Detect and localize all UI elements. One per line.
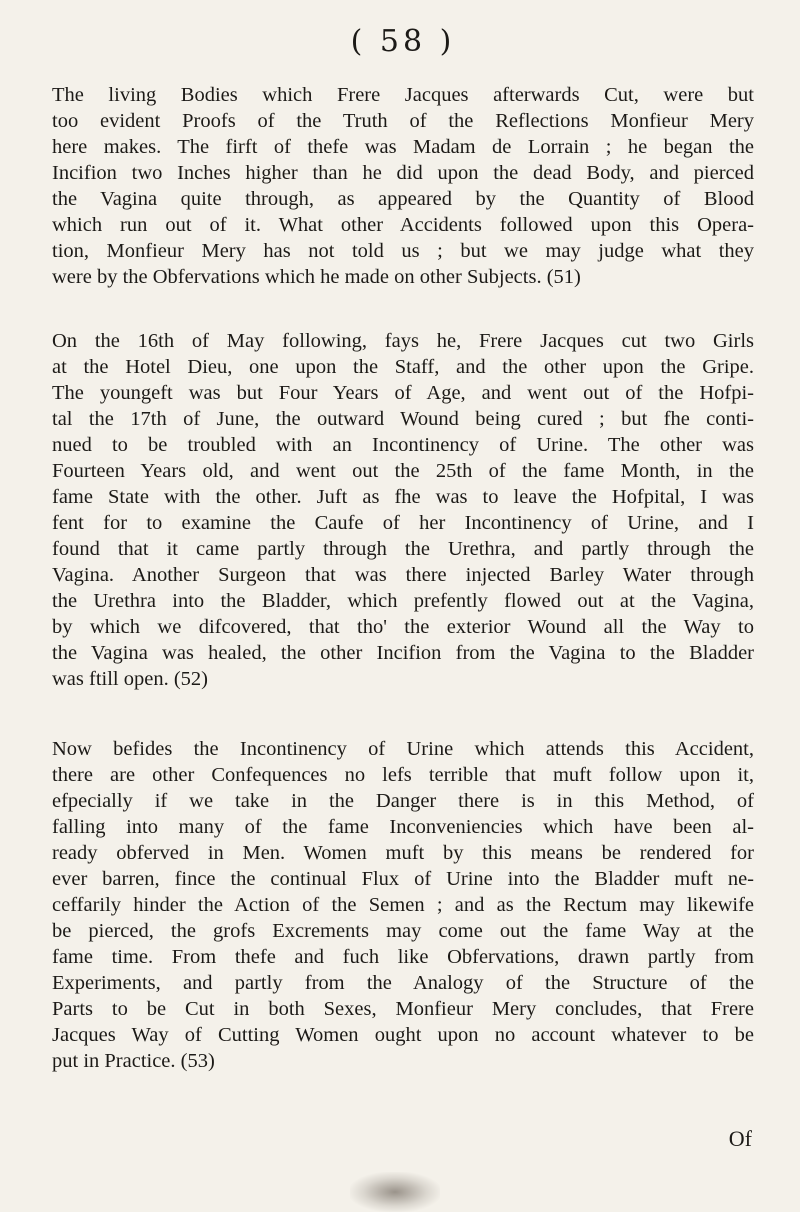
text-line: Vagina. Another Surgeon that was there injected Barley Water through: [52, 564, 754, 586]
text-line: the Urethra into the Bladder, which prefently flowed out at the Vagina,: [52, 590, 754, 612]
text-line: Fourteen Years old, and went out the 25th of the fame Month, in the: [52, 460, 754, 482]
text-line: at the Hotel Dieu, one upon the Staff, and the other upon the Gripe.: [52, 356, 754, 378]
text-line: ever barren, fince the continual Flux of Urine into the Bladder muft ne-: [52, 868, 754, 890]
text-line: found that it came partly through the Urethra, and partly through the: [52, 538, 754, 560]
text-line: were by the Obfervations which he made on other Subjects. (51): [52, 266, 581, 288]
text-line: be pierced, the grofs Excrements may come out the fame Way at the: [52, 920, 754, 942]
text-line: the Vagina quite through, as appeared by the Quantity of Blood: [52, 188, 754, 210]
catchword: Of: [728, 1126, 752, 1151]
text-line: nued to be troubled with an Incontinency of Urine. The other was: [52, 434, 754, 456]
text-line: ready obferved in Men. Women muft by this means be rendered for: [52, 842, 754, 864]
text-line: ceffarily hinder the Action of the Semen ; and as the Rectum may likewife: [52, 894, 754, 916]
text-line: there are other Confequences no lefs terrible that muft follow upon it,: [52, 764, 754, 786]
text-line: Jacques Way of Cutting Women ought upon no account whatever to be: [52, 1024, 754, 1046]
text-line: falling into many of the fame Inconveniencies which have been al-: [52, 816, 754, 838]
text-line: fame State with the other. Juft as fhe was to leave the Hofpital, I was: [52, 486, 754, 508]
text-line: Parts to be Cut in both Sexes, Monfieur Mery concludes, that Frere: [52, 998, 754, 1020]
text-line: Experiments, and partly from the Analogy of the Structure of the: [52, 972, 754, 994]
text-line: fent for to examine the Caufe of her Incontinency of Urine, and I: [52, 512, 754, 534]
text-line: was ftill open. (52): [52, 668, 208, 690]
text-line: too evident Proofs of the Truth of the Reflections Monfieur Mery: [52, 110, 754, 132]
text-line: tion, Monfieur Mery has not told us ; but we may judge what they: [52, 240, 754, 262]
text-line: by which we difcovered, that tho' the exterior Wound all the Way to: [52, 616, 754, 638]
paragraph-2: [52, 328, 754, 692]
paragraph-1: [52, 82, 754, 290]
text-line: efpecially if we take in the Danger there is in this Method, of: [52, 790, 754, 812]
text-line: Incifion two Inches higher than he did upon the dead Body, and pierced: [52, 162, 754, 184]
text-line: which run out of it. What other Accidents followed upon this Opera-: [52, 214, 754, 236]
text-line: here makes. The firft of thefe was Madam de Lorrain ; he began the: [52, 136, 754, 158]
page-number: ( 58 ): [350, 24, 456, 59]
paragraph-3: [52, 736, 754, 1074]
ink-smudge: [350, 1172, 440, 1212]
text-line: Now befides the Incontinency of Urine which attends this Accident,: [52, 738, 754, 760]
text-line: the Vagina was healed, the other Incifion from the Vagina to the Bladder: [52, 642, 754, 664]
text-line: fame time. From thefe and fuch like Obfervations, drawn partly from: [52, 946, 754, 968]
text-line: The youngeft was but Four Years of Age, and went out of the Hofpi-: [52, 382, 754, 404]
text-line: The living Bodies which Frere Jacques afterwards Cut, were but: [52, 84, 754, 106]
text-line: put in Practice. (53): [52, 1050, 215, 1072]
text-line: On the 16th of May following, fays he, Frere Jacques cut two Girls: [52, 330, 754, 352]
text-line: tal the 17th of June, the outward Wound being cured ; but fhe conti-: [52, 408, 754, 430]
